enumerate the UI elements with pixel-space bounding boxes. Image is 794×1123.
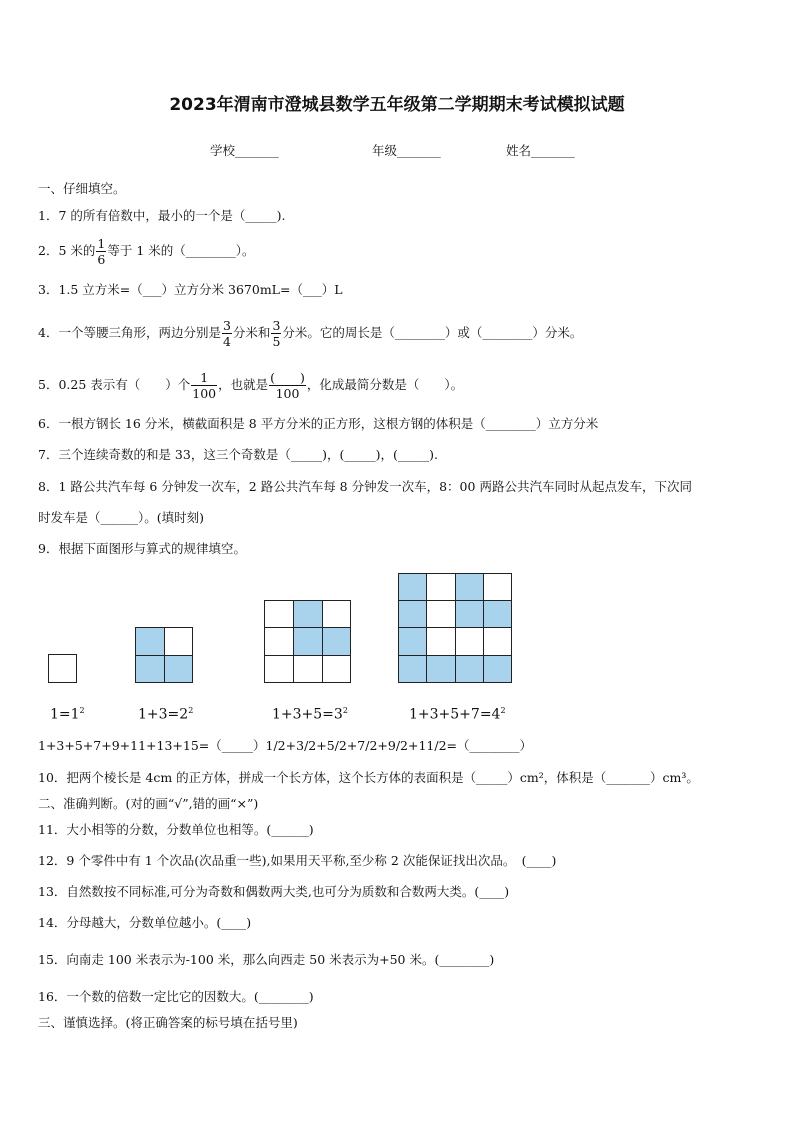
formula-caption-4: $1+3+5+7=4^2$ <box>409 706 506 723</box>
question-11: 11．大小相等的分数，分数单位也相等。(______) <box>38 822 314 837</box>
question-9: 9．根据下面图形与算式的规律填空。 <box>38 541 246 556</box>
question-6: 6．一根方钢长 16 分米，横截面积是 8 平方分米的正方形，这根方钢的体积是（________）立方分米 <box>38 416 599 431</box>
pattern-figure-3 <box>264 600 351 683</box>
pattern-figure-1 <box>48 654 77 683</box>
name-field[interactable]: 姓名_______ <box>506 143 575 158</box>
pattern-figure-2 <box>135 627 193 683</box>
school-field[interactable]: 学校_______ <box>210 143 279 158</box>
question-3: 3．1.5 立方米=（___）立方分米 3670mL=（___）L <box>38 282 343 297</box>
question-2: 2．5 米的 $\frac{1}{6}$ 等于 1 米的（________）。 <box>38 236 255 267</box>
question-8-cont: 时发车是（______）。(填时刻) <box>38 510 205 525</box>
pattern-figure-4 <box>398 573 512 683</box>
page-title: 2023年渭南市澄城县数学五年级第二学期期末考试模拟试题 <box>169 95 625 115</box>
fraction: $\frac{1}{6}$ <box>97 236 106 267</box>
question-1: 1．7 的所有倍数中，最小的一个是（_____). <box>38 208 286 223</box>
question-7: 7．三个连续奇数的和是 33，这三个奇数是（_____)，(_____)，(_____). <box>38 447 438 462</box>
question-8: 8．1 路公共汽车每 6 分钟发一次车，2 路公共汽车每 8 分钟发一次车，8：00 两路公共汽车同时从起点发车，下次同 <box>38 479 692 494</box>
question-15: 15．向南走 100 米表示为-100 米，那么向西走 50 米表示为+50 米。(________) <box>38 952 495 967</box>
fraction: $\frac{3}{4}$ <box>222 318 231 349</box>
formula-caption-2: $1+3=2^2$ <box>138 706 194 723</box>
fraction: $\frac{1}{100}$ <box>192 370 217 401</box>
question-14: 14．分母越大，分数单位越小。(____) <box>38 915 252 930</box>
formula-caption-1: $1=1^2$ <box>50 706 85 723</box>
question-13: 13．自然数按不同标准,可分为奇数和偶数两大类,也可分为质数和合数两大类。(____) <box>38 884 510 899</box>
question-4: 4．一个等腰三角形，两边分别是 $\frac{3}{4}$ 分米和 $\frac{3}{5}$ 分米。它的周长是（________）或（________）分米。 <box>38 318 583 349</box>
section-heading-3: 三、谨慎选择。(将正确答案的标号填在括号里) <box>38 1015 298 1030</box>
question-16: 16．一个数的倍数一定比它的因数大。(________) <box>38 989 314 1004</box>
question-10: 10．把两个棱长是 4cm 的正方体，拼成一个长方体，这个长方体的表面积是（_____）cm²，体积是（_______）cm³。 <box>38 770 699 785</box>
fraction: $\frac{3}{5}$ <box>272 318 281 349</box>
section-heading-2: 二、准确判断。(对的画“√”,错的画“×”) <box>38 796 259 811</box>
question-5: 5．0.25 表示有（ ）个 $\frac{1}{100}$ ，也就是 $\frac{( )}{100}$ ，化成最简分数是（ ）。 <box>38 370 464 401</box>
question-9-blanks: 1+3+5+7+9+11+13+15=（_____）1/2+3/2+5/2+7/2+9/2+11/2=（________） <box>38 738 533 753</box>
question-12: 12．9 个零件中有 1 个次品(次品重一些),如果用天平称,至少称 2 次能保证找出次品。 (____) <box>38 853 557 868</box>
formula-caption-3: $1+3+5=3^2$ <box>272 706 348 723</box>
section-heading-1: 一、仔细填空。 <box>38 181 126 196</box>
grade-field[interactable]: 年级_______ <box>372 143 441 158</box>
fraction: $\frac{( )}{100}$ <box>270 370 305 401</box>
